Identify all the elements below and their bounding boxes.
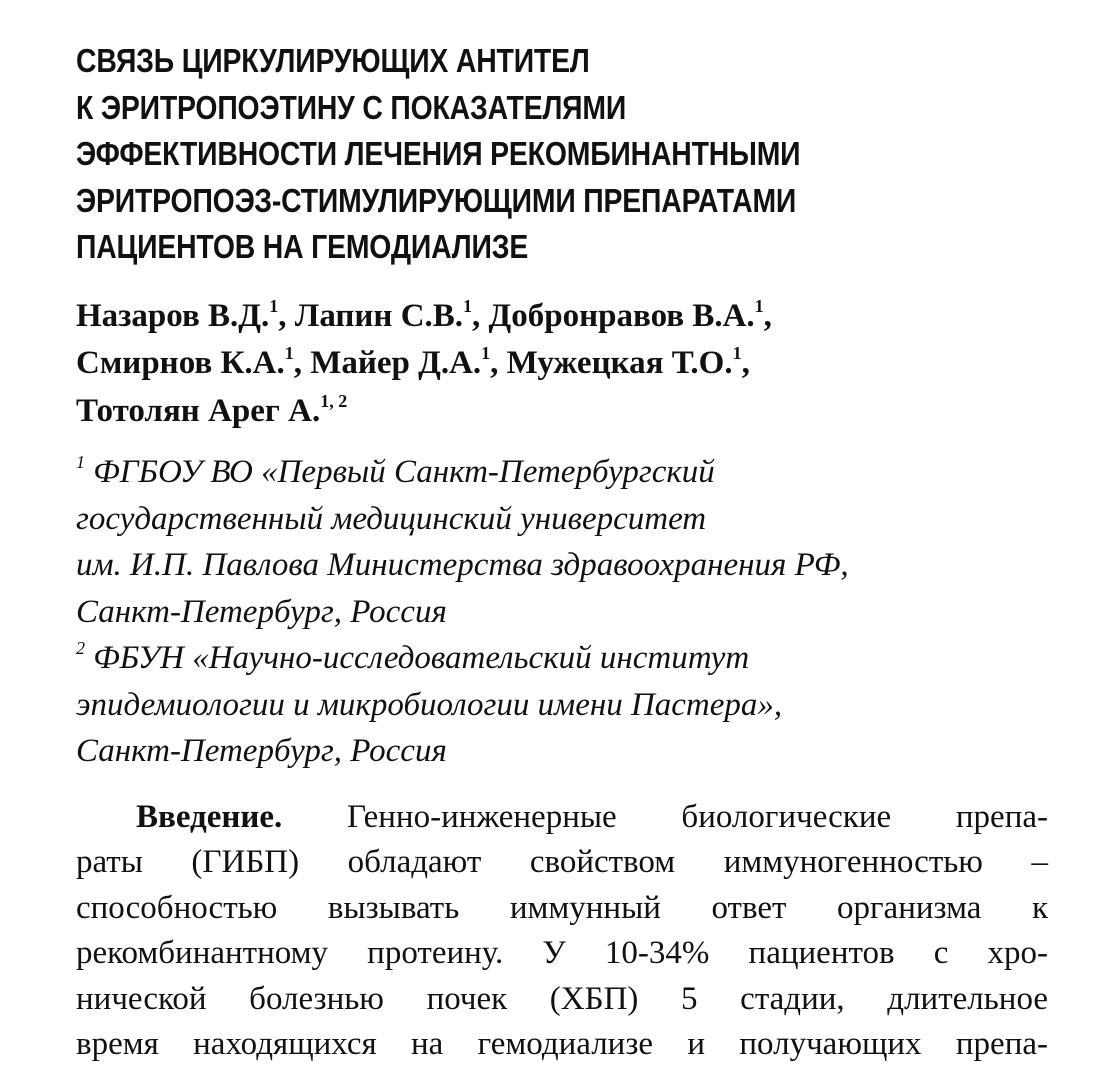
- affiliation-line: государственный медицинский университет: [76, 500, 707, 537]
- author-affiliation-mark: 1: [269, 295, 279, 316]
- author-affiliation-mark: 1: [284, 343, 294, 363]
- author-name: Майер Д.А.: [310, 345, 482, 381]
- affiliation-line: им. И.П. Павлова Министерства здравоохранения РФ,: [76, 547, 849, 583]
- article-title: [76, 38, 1048, 271]
- author-name: Добронравов В.А.: [488, 297, 755, 334]
- body-text: Генно-инженерные биологические препа-: [347, 798, 1048, 835]
- author-line: Смирнов К.А.$^1$, Майер Д.А.$^1$, Мужецкая Т.О.$^1$,: [76, 343, 750, 381]
- article-page: [76, 38, 1048, 1068]
- body-line: способностью вызывать иммунный ответ организма к: [76, 889, 1048, 926]
- affiliation-line: [76, 449, 1048, 496]
- title-line: СВЯЗЬ ЦИРКУЛИРУЮЩИХ АНТИТЕЛ: [76, 42, 590, 79]
- affiliation-line: Санкт-Петербург, Россия: [76, 593, 447, 630]
- affiliation-text: ФГБОУ ВО «Первый Санкт-Петербургский: [93, 454, 715, 490]
- author-line: Назаров В.Д.$^1$, Лапин С.В.$^1$, Добронравов В.А.$^1$,: [76, 295, 772, 334]
- title-line: ПАЦИЕНТОВ НА ГЕМОДИАЛИЗЕ: [76, 228, 529, 265]
- body-line: раты (ГИБП) обладают свойством иммуногенностью –: [76, 844, 1048, 880]
- author-affiliation-mark: 1: [481, 343, 491, 363]
- author-name: Лапин С.В.: [294, 297, 464, 334]
- author-affiliation-mark: 1: [754, 295, 764, 316]
- author-affiliation-mark: 1: [732, 343, 742, 363]
- affiliation-line: [76, 635, 1048, 682]
- author-name: Смирнов К.А.: [76, 345, 285, 381]
- author-name: Назаров В.Д.: [76, 297, 270, 334]
- affiliation-text: ФБУН «Научно-исследовательский институт: [93, 640, 750, 676]
- title-line: ЭФФЕКТИВНОСТИ ЛЕЧЕНИЯ РЕКОМБИНАНТНЫМИ: [76, 135, 801, 172]
- title-line: К ЭРИТРОПОЭТИНУ С ПОКАЗАТЕЛЯМИ: [76, 88, 627, 126]
- affiliation-mark: 2: [76, 638, 85, 658]
- body-line: рекомбинантному протеину. У 10-34% пациентов с хро-: [76, 935, 1048, 971]
- affiliation-line: эпидемиологии и микробиологии имени Пастера»,: [76, 686, 783, 723]
- affiliation-list: [76, 449, 1048, 775]
- author-name: Мужецкая Т.О.: [506, 345, 733, 381]
- title-line: ЭРИТРОПОЭЗ-СТИМУЛИРУЮЩИМИ ПРЕПАРАТАМИ: [76, 181, 797, 219]
- author-name: Тотолян Арег А.: [76, 392, 321, 429]
- author-line: [76, 388, 1048, 436]
- author-affiliation-mark: 1: [463, 295, 473, 316]
- section-lead: Введение.: [136, 798, 283, 835]
- body-line: время находящихся на гемодиализе и получающих препа-: [76, 1026, 1048, 1062]
- author-list: [76, 293, 1048, 436]
- affiliation-line: Санкт-Петербург, Россия: [76, 733, 447, 769]
- author-affiliation-mark: 1, 2: [320, 390, 348, 411]
- introduction-paragraph: [76, 795, 1048, 1068]
- body-line: нической болезнью почек (ХБП) 5 стадии, длительное: [76, 980, 1048, 1017]
- affiliation-mark: 1: [76, 452, 85, 472]
- body-line: [76, 795, 1048, 841]
